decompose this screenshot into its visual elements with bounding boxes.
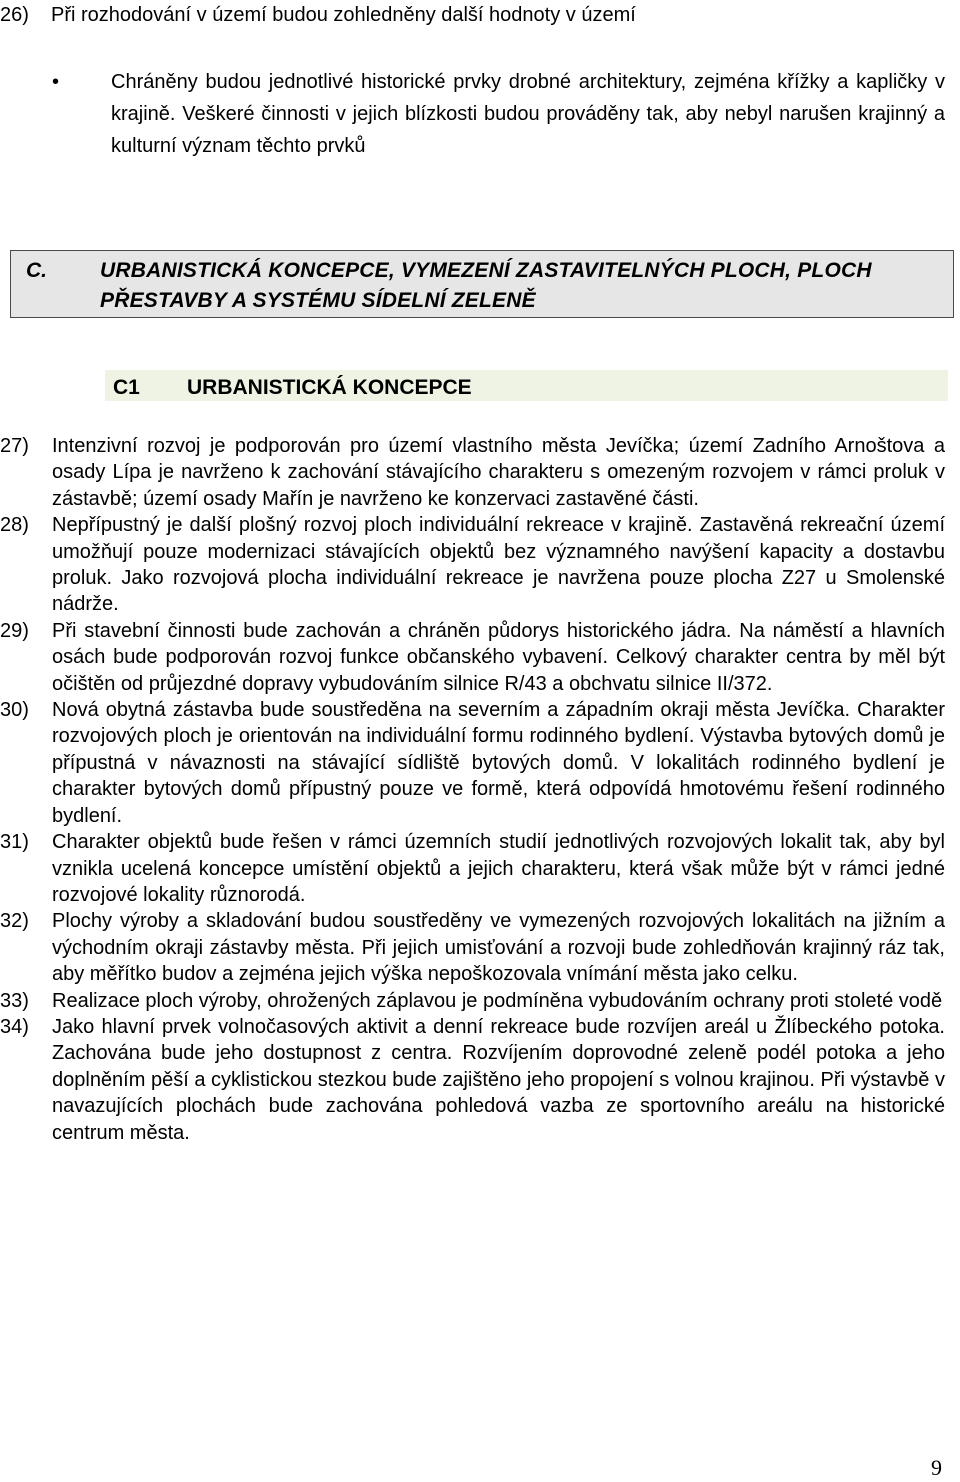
list-item <box>0 988 945 1014</box>
item-number: 27) <box>0 435 29 457</box>
item-text: Nová obytná zástavba bude soustředěna na severním a západním okraji města Jevíčka. Charakter rozvojových ploch je orientován na individuální formu rodinného bydlení. Výstavba bytových domů je přípustná v návaznosti na stávající sídliště bytových domů. V lokalitách rodinného bydlení je charakter bytových domů přípustný pouze ve formě, která odpovídá hmotovému řešení rodinného bydlení. <box>52 699 945 827</box>
item-text: Při rozhodování v území budou zohledněny další hodnoty v území <box>51 4 636 26</box>
item-number: 30) <box>0 699 29 722</box>
item-text: Jako hlavní prvek volnočasových aktivit a denní rekreace bude rozvíjen areál u Žlíbeckého potoka. Zachována bude jeho dostupnost z centra. Rozvíjením doprovodné zeleně podél potoka a jeho doplněním pěší a cyklistickou stezkou bude zajištěno jeho propojení s volnou krajinou. Při výstavbě v navazujících plochách bude zachována pohledová vazba ze sportovního areálu na historické centrum města. <box>52 1015 945 1144</box>
section-c1-code: C1 <box>113 376 140 399</box>
item-number: 34) <box>0 1015 29 1038</box>
item-number: 29) <box>0 619 29 642</box>
page-number: 9 <box>931 1455 942 1480</box>
item-text: Plochy výroby a skladování budou soustředěny ve vymezených rozvojových lokalitách na jižním a východním okraji zástavby města. Při jejich umisťování a rozvoji bude zohledňován krajinný ráz tak, aby měřítko budov a zejména jejich výška nepoškozovala vnímání města jako celku. <box>52 910 945 986</box>
list-item <box>0 829 945 908</box>
list-item <box>0 433 945 512</box>
item-text: Nepřípustný je další plošný rozvoj ploch individuální rekreace v krajině. Zastavěná rekreační území umožňují pouze modernizaci stávajících objektů bez významného navýšení kapacity a dostavbu proluk. Jako rozvojová plocha individuální rekreace je navržena pouze plocha Z27 u Smolenské nádrže. <box>52 514 945 616</box>
list-item <box>0 1014 945 1146</box>
list-item <box>0 697 945 829</box>
item-text: Realizace ploch výroby, ohrožených záplavou je podmíněna vybudováním ochrany proti stoleté vodě <box>52 989 943 1012</box>
section-c-title: URBANISTICKÁ KONCEPCE, VYMEZENÍ ZASTAVITELNÝCH PLOCH, PLOCH PŘESTAVBY A SYSTÉMU SÍDELNÍ ZELENĚ <box>100 259 872 312</box>
list-item <box>0 618 945 697</box>
item-number: 33) <box>0 989 29 1012</box>
item-number: 32) <box>0 910 29 933</box>
section-c1-heading <box>105 370 948 401</box>
item-number: 31) <box>0 831 29 854</box>
list-item <box>0 512 945 618</box>
bullet-text: Chráněny budou jednotlivé historické prvky drobné architektury, zejména křížky a kapličky v krajině. Veškeré činnosti v jejich blízkosti budou prováděny tak, aby nebyl narušen krajinný a kulturní význam těchto prvků <box>111 71 945 157</box>
list-item <box>0 908 945 987</box>
section-c-letter: C. <box>26 259 47 282</box>
item-text: Při stavební činnosti bude zachován a chráněn půdorys historického jádra. Na náměstí a hlavních osách bude podporován rozvoj funkce občanského vybavení. Celkový charakter centra by měl být očištěn od průjezdné dopravy vybudováním silnice R/43 a obchvatu silnice II/372. <box>52 619 945 695</box>
item-text: Charakter objektů bude řešen v rámci územních studií jednotlivých rozvojových lokalit tak, aby byl vznikla ucelená koncepce umístění objektů a jejich charakteru, která však může být v rámci jedné rozvojové lokality různorodá. <box>52 831 945 906</box>
item-number: 26) <box>0 4 29 26</box>
section-c-heading <box>10 250 954 318</box>
bullet-icon: • <box>52 71 60 93</box>
item-number: 28) <box>0 514 29 537</box>
item-text: Intenzivní rozvoj je podporován pro území vlastního města Jevíčka; území Zadního Arnoštova a osady Lípa je navrženo k zachování stávajícího charakteru s omezeným rozvojem v rámci proluk v zástavbě; území osady Mařín je navrženo ke konzervaci zastavěné části. <box>52 435 945 510</box>
section-c1-title: URBANISTICKÁ KONCEPCE <box>187 376 472 399</box>
numbered-list <box>0 433 945 1146</box>
